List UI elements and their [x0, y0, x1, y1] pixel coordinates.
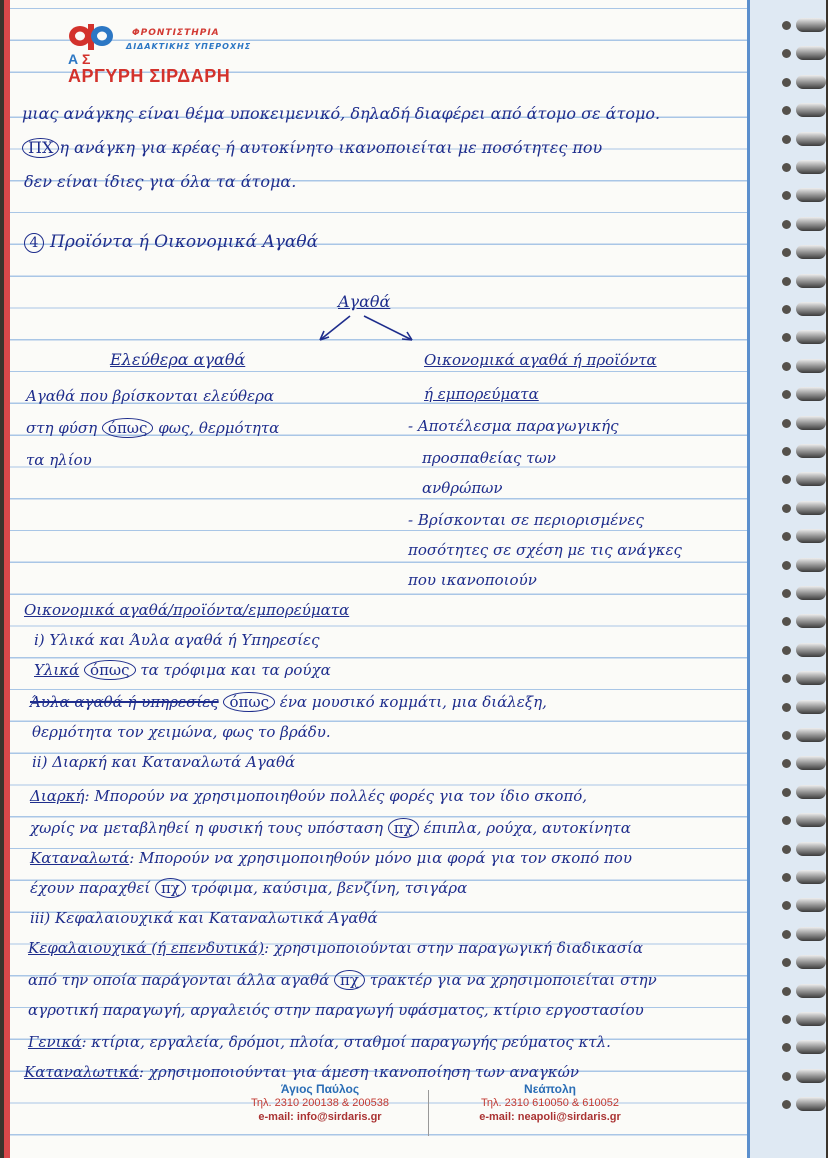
goods-root: Αγαθά	[338, 292, 391, 311]
footer-divider	[428, 1090, 429, 1136]
punch-hole	[782, 873, 791, 882]
spiral-ring	[796, 756, 826, 770]
spiral-ring	[796, 359, 826, 373]
punch-hole	[782, 703, 791, 712]
spiral-ring	[796, 46, 826, 60]
durable-label: Διαρκή	[30, 787, 85, 805]
capital-text3: τρακτέρ για να χρησιμοποιείται στην	[369, 971, 657, 989]
consumer-label: Καταναλωτικά	[24, 1063, 139, 1081]
section-number: 4	[24, 233, 44, 253]
pch-marker: πχ	[334, 970, 365, 990]
logo-line1: ΦΡΟΝΤΙΣΤΗΡΙΑ	[132, 28, 220, 38]
punch-hole	[782, 163, 791, 172]
econ-goods-b1b: προσπαθείας των	[422, 449, 556, 467]
capital-line	[28, 938, 643, 958]
punch-hole	[782, 589, 791, 598]
punch-hole	[782, 21, 791, 30]
econ-goods-b1a: - Αποτέλεσμα παραγωγικής	[408, 417, 619, 435]
footer-left-title: Άγιος Παύλος	[280, 1082, 360, 1096]
punch-hole	[782, 561, 791, 570]
general-text: : κτίρια, εργαλεία, δρόμοι, πλοία, σταθμοί παραγωγής ρεύματος κτλ.	[81, 1033, 611, 1051]
footer-left-mail: e-mail: info@sirdaris.gr	[258, 1111, 382, 1123]
intangible-line2: θερμότητα τον χειμώνα, φως το βράδυ.	[32, 723, 331, 741]
punch-hole	[782, 987, 791, 996]
spiral-ring	[796, 671, 826, 685]
spiral-ring	[796, 927, 826, 941]
spiral-ring	[796, 387, 826, 401]
durable-text2: χωρίς να μεταβληθεί η φυσική τους υπόσταση	[30, 819, 383, 837]
spiral-ring	[796, 529, 826, 543]
spiral-ring	[796, 217, 826, 231]
econ-goods-b2c: που ικανοποιούν	[408, 571, 537, 589]
intangible-text: ένα μουσικό κομμάτι, μια διάλεξη,	[279, 693, 547, 711]
general-label: Γενικά	[28, 1033, 82, 1051]
consumable-text: : Μπορούν να χρησιμοποιηθούν μόνο μια φορά για τον σκοπό που	[129, 849, 632, 867]
consumable-label: Καταναλωτά	[30, 849, 130, 867]
spiral-ring	[796, 558, 826, 572]
durable-line2	[30, 818, 631, 838]
spiral-ring	[796, 1097, 826, 1111]
free-goods-line2b: φως, θερμότητα	[158, 419, 280, 437]
spiral-ring	[796, 188, 826, 202]
opos-marker: όπως	[84, 660, 136, 680]
free-goods-line2a: στη φύση	[26, 419, 98, 437]
spiral-ring	[796, 103, 826, 117]
logo-line2: ΔΙΔΑΚΤΙΚΗΣ ΥΠΕΡΟΧΗΣ	[126, 42, 252, 51]
punch-hole	[782, 305, 791, 314]
spiral-ring	[796, 160, 826, 174]
econ-goods-title1: Οικονομικά αγαθά ή προϊόντα	[424, 351, 657, 369]
spiral-ring	[796, 444, 826, 458]
spiral-ring	[796, 898, 826, 912]
punch-hole	[782, 788, 791, 797]
branch-arrows-icon	[300, 308, 430, 348]
punch-hole	[782, 731, 791, 740]
footer-right-title: Νεάπολη	[524, 1082, 576, 1096]
consumable-examples: τρόφιμα, καύσιμα, βενζίνη, τσιγάρα	[190, 879, 468, 897]
capital-text2: από την οποία παράγονται άλλα αγαθά	[28, 971, 330, 989]
spiral-ring	[796, 785, 826, 799]
spiral-ring	[796, 700, 826, 714]
consumable-line2	[30, 878, 467, 898]
header-logo	[62, 22, 272, 88]
footer-left	[200, 1082, 440, 1124]
category-3: iii) Κεφαλαιουχικά και Καταναλωτικά Αγαθά	[30, 909, 378, 927]
punch-hole	[782, 135, 791, 144]
pch-marker: ΠΧ	[22, 138, 59, 158]
pch-marker: πχ	[388, 818, 419, 838]
spiral-ring	[796, 75, 826, 89]
material-text: τα τρόφιμα και τα ρούχα	[140, 661, 331, 679]
spiral-ring	[796, 614, 826, 628]
punch-hole	[782, 447, 791, 456]
consumer-line	[24, 1062, 579, 1082]
spiral-ring	[796, 1040, 826, 1054]
free-goods-line1: Αγαθά που βρίσκονται ελεύθερα	[26, 387, 275, 405]
consumable-line	[30, 848, 632, 868]
footer-left-tel: Τηλ. 2310 200138 & 200538	[250, 1097, 390, 1109]
category-2: ii) Διαρκή και Καταναλωτά Αγαθά	[32, 753, 296, 771]
spiral-ring	[796, 955, 826, 969]
footer-right-tel: Τηλ. 2310 610050 & 610052	[480, 1097, 620, 1109]
spiral-ring	[796, 842, 826, 856]
section-heading	[24, 232, 318, 253]
durable-line	[30, 786, 587, 806]
spiral-ring	[796, 18, 826, 32]
free-goods-line3: τα ηλίου	[26, 451, 92, 469]
econ-goods-title2: ή εμπορεύματα	[424, 385, 539, 403]
footer-right-mail: e-mail: neapoli@sirdaris.gr	[479, 1111, 621, 1123]
spiral-ring	[796, 870, 826, 884]
spiral-binding	[796, 18, 828, 1128]
consumable-text2: έχουν παραχθεί	[30, 879, 151, 897]
free-goods-line2	[26, 418, 279, 438]
durable-examples: έπιπλα, ρούχα, αυτοκίνητα	[423, 819, 631, 837]
spiral-ring	[796, 1069, 826, 1083]
spiral-ring	[796, 416, 826, 430]
svg-text:Α: Α	[68, 51, 79, 66]
intangible-line	[30, 692, 547, 712]
punch-hole	[782, 362, 791, 371]
econ-heading: Οικονομικά αγαθά/προϊόντα/εμπορεύματα	[24, 601, 350, 619]
general-line	[28, 1032, 611, 1052]
econ-goods-b1c: ανθρώπων	[422, 479, 503, 497]
spiral-ring	[796, 472, 826, 486]
material-line	[34, 660, 331, 680]
category-1: i) Υλικά και Άυλα αγαθά ή Υπηρεσίες	[34, 631, 320, 649]
note-line2-text: η ανάγκη για κρέας ή αυτοκίνητο ικανοποιείται με ποσότητες που	[59, 138, 603, 157]
footer-contacts	[200, 1082, 720, 1142]
as-logo-mark-icon	[62, 22, 122, 66]
econ-goods-b2a: - Βρίσκονται σε περιορισμένες	[408, 511, 644, 529]
punch-hole	[782, 419, 791, 428]
spiral-ring	[796, 245, 826, 259]
spiral-ring	[796, 302, 826, 316]
durable-text: : Μπορούν να χρησιμοποιηθούν πολλές φορές για τον ίδιο σκοπό,	[84, 787, 588, 805]
material-label: Υλικά	[34, 661, 80, 679]
spiral-ring	[796, 813, 826, 827]
red-margin-line	[4, 0, 10, 1158]
note-line2	[22, 138, 602, 158]
free-goods-title: Ελεύθερα αγαθά	[110, 350, 246, 369]
note-line3: δεν είναι ίδιες για όλα τα άτομα.	[24, 172, 297, 191]
spiral-ring	[796, 274, 826, 288]
capital-label: Κεφαλαιουχικά (ή επενδυτικά)	[28, 939, 265, 957]
punch-hole	[782, 646, 791, 655]
punch-hole	[782, 1015, 791, 1024]
consumer-text: : χρησιμοποιούνται για άμεση ικανοποίηση των αναγκών	[138, 1063, 579, 1081]
spiral-ring	[796, 586, 826, 600]
punch-hole	[782, 930, 791, 939]
punch-hole	[782, 78, 791, 87]
punch-hole	[782, 220, 791, 229]
opos-marker: όπως	[223, 692, 275, 712]
svg-text:Σ: Σ	[82, 51, 91, 66]
spiral-ring	[796, 728, 826, 742]
spiral-ring	[796, 1012, 826, 1026]
logo-name: ΑΡΓΥΡΗ ΣΙΡΔΑΡΗ	[68, 66, 231, 86]
footer-right	[430, 1082, 670, 1124]
capital-line2	[28, 970, 657, 990]
capital-line4: αγροτική παραγωγή, αργαλειός στην παραγωγή υφάσματος, κτίριο εργοστασίου	[28, 1001, 644, 1019]
punch-hole	[782, 1072, 791, 1081]
capital-text: : χρησιμοποιούνται στην παραγωγική διαδικασία	[264, 939, 643, 957]
intangible-label: Άυλα αγαθά ή υπηρεσίες	[30, 693, 219, 711]
spiral-ring	[796, 643, 826, 657]
spiral-ring	[796, 132, 826, 146]
spiral-ring	[796, 330, 826, 344]
spiral-ring	[796, 501, 826, 515]
section-title: Προϊόντα ή Οικονομικά Αγαθά	[50, 232, 319, 252]
punch-hole	[782, 504, 791, 513]
pch-marker: πχ	[155, 878, 186, 898]
punch-hole	[782, 845, 791, 854]
punch-hole	[782, 277, 791, 286]
spiral-ring	[796, 984, 826, 998]
note-line1: μιας ανάγκης είναι θέμα υποκειμενικό, δηλαδή διαφέρει από άτομο σε άτομο.	[22, 104, 661, 123]
opos-marker: όπως	[102, 418, 154, 438]
econ-goods-b2b: ποσότητες σε σχέση με τις ανάγκες	[408, 541, 682, 559]
